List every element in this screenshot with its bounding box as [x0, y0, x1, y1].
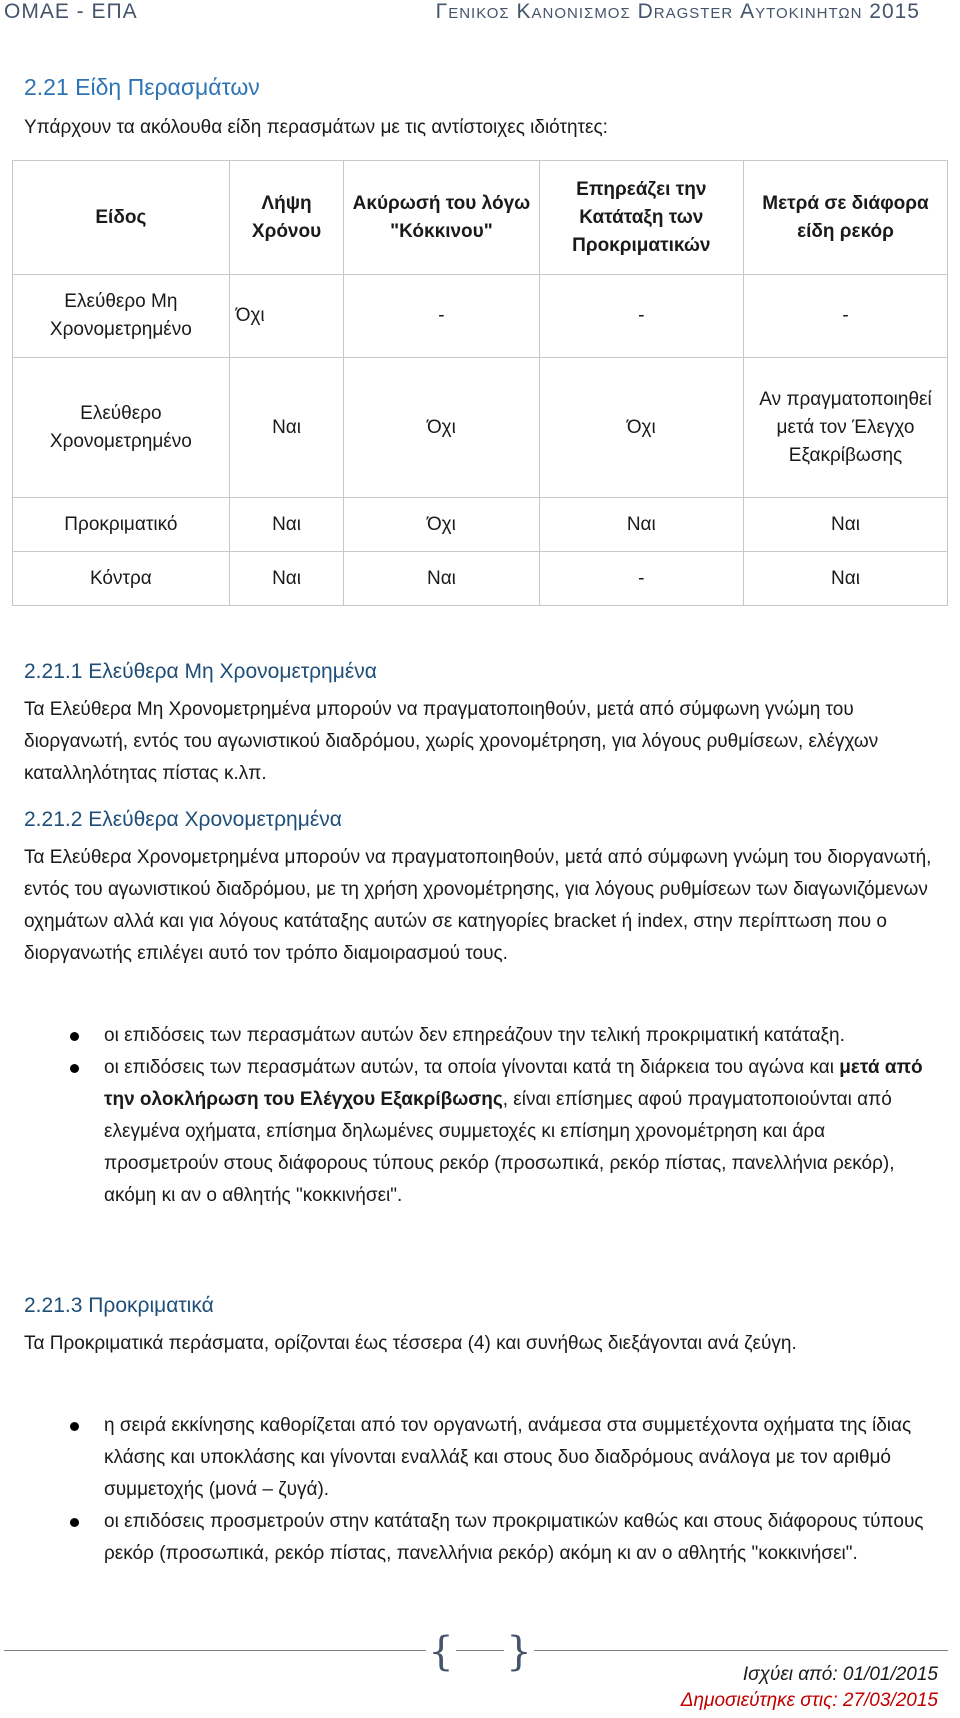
subsection-text-1: Τα Ελεύθερα Μη Χρονομετρημένα μπορούν να πραγματοποιηθούν, μετά από σύμφωνη γνώμη του διοργανωτή, εντός του αγωνιστικού διαδρόμου, χωρίς χρονομέτρηση, για λόγους ρυθμίσεων, ελέγχων καταλληλότητας πίστας κ.λπ. — [24, 699, 879, 784]
list-item — [70, 1506, 940, 1570]
table-cell: Προκριματικό — [13, 498, 230, 552]
list-item-text: η σειρά εκκίνησης καθορίζεται από τον οργανωτή, ανάμεσα στα συμμετέχοντα οχήματα της ίδιας κλάσης και υποκλάσης και γίνονται εναλλάξ και στους δυο διαδρόμους ανάλογα με τον αριθμό συμμετοχής (μονά – ζυγά). — [104, 1415, 912, 1500]
table-cell: Ναι — [744, 552, 948, 606]
table-cell: - — [539, 552, 743, 606]
subsection-title-3: 2.21.3 Προκριματικά — [24, 1294, 214, 1317]
table-header-cell: Λήψη Χρόνου — [229, 161, 344, 275]
right-brace-icon: } — [504, 1632, 534, 1676]
header-organization: ΟΜΑΕ - ΕΠΑ — [4, 0, 138, 23]
list-item-text: οι επιδόσεις των περασμάτων αυτών, τα οποία γίνονται κατά τη διάρκεια του αγώνα και — [104, 1057, 840, 1078]
table-cell: Ναι — [229, 498, 344, 552]
footer-published-date: Δημοσιεύτηκε στις: 27/03/2015 — [680, 1690, 938, 1711]
table-cell: Κόντρα — [13, 552, 230, 606]
table-row — [13, 552, 948, 606]
table-header-cell: Μετρά σε διάφορα είδη ρεκόρ — [744, 161, 948, 275]
table-header-row — [13, 161, 948, 275]
table-cell: Ελεύθερο Χρονομετρημένο — [13, 358, 230, 498]
bullet-list-2 — [70, 1020, 940, 1212]
subsection-title-2: 2.21.2 Ελεύθερα Χρονομετρημένα — [24, 808, 342, 831]
table-cell: Ναι — [539, 498, 743, 552]
table-cell: - — [539, 275, 743, 358]
table-cell: Ναι — [229, 552, 344, 606]
list-item — [70, 1052, 940, 1212]
pass-types-table — [12, 160, 948, 606]
table-header-cell: Επηρεάζει την Κατάταξη των Προκριματικών — [539, 161, 743, 275]
table-cell: Όχι — [229, 275, 344, 358]
subsection-text-3: Τα Προκριματικά περάσματα, ορίζονται έως τέσσερα (4) και συνήθως διεξάγονται ανά ζεύγη. — [24, 1333, 797, 1354]
bullet-list-3 — [70, 1410, 940, 1570]
footer-valid-date: Ισχύει από: 01/01/2015 — [742, 1664, 938, 1685]
section-intro: Υπάρχουν τα ακόλουθα είδη περασμάτων με τις αντίστοιχες ιδιότητες: — [24, 117, 608, 138]
footer-divider — [4, 1650, 948, 1651]
table-cell: Ναι — [344, 552, 539, 606]
list-item-bold-text: μετά από την ολοκλήρωση του Ελέγχου Εξακρίβωσης — [104, 1057, 923, 1110]
subsection-title-1: 2.21.1 Ελεύθερα Μη Χρονομετρημένα — [24, 660, 377, 683]
table-cell: Όχι — [344, 358, 539, 498]
table-cell: Ναι — [744, 498, 948, 552]
table-cell: - — [344, 275, 539, 358]
list-item — [70, 1410, 940, 1506]
left-brace-icon: { — [426, 1632, 456, 1676]
list-item-text: οι επιδόσεις προσμετρούν στην κατάταξη των προκριματικών καθώς και στους διάφορους τύπους ρεκόρ (προσωπικά, ρεκόρ πίστας, πανελλήνια ρεκόρ) ακόμη κι αν ο αθλητής "κοκκινήσει". — [104, 1511, 924, 1564]
table-cell: - — [744, 275, 948, 358]
table-cell: Αν πραγματοποιηθεί μετά τον Έλεγχο Εξακρίβωσης — [744, 358, 948, 498]
table-row — [13, 498, 948, 552]
table-header-cell: Ακύρωσή του λόγω "Κόκκινου" — [344, 161, 539, 275]
page-header — [0, 0, 960, 36]
table-cell: Ναι — [229, 358, 344, 498]
table-cell: Όχι — [539, 358, 743, 498]
list-item-text: οι επιδόσεις των περασμάτων αυτών δεν επηρεάζουν την τελική προκριματική κατάταξη. — [104, 1025, 845, 1046]
table-header-cell: Είδος — [13, 161, 230, 275]
table-row — [13, 358, 948, 498]
header-document-title: Γενικος Κανονισμος Dragster Αυτοκινητων 2015 — [435, 0, 920, 23]
table-cell: Ελεύθερο Μη Χρονομετρημένο — [13, 275, 230, 358]
table-row — [13, 275, 948, 358]
table-cell: Όχι — [344, 498, 539, 552]
subsection-text-2: Τα Ελεύθερα Χρονομετρημένα μπορούν να πραγματοποιηθούν, μετά από σύμφωνη γνώμη του διοργανωτή, εντός του αγωνιστικού διαδρόμου, με τη χρήση χρονομέτρησης, για λόγους ρυθμίσεων των διαγωνιζόμενων οχημάτων αλλά και για λόγους κατάταξης αυτών σε κατηγορίες bracket ή index, στην περίπτωση που ο διοργανωτής επιλέγει αυτό τον τρόπο διαμοιρασμού τους. — [24, 847, 932, 964]
list-item-text: , είναι επίσημες αφού πραγματοποιούνται από ελεγμένα οχήματα, επίσημα δηλωμένες συμμετοχές κι επίσημη χρονομέτρηση και άρα προσμετρούν στους διάφορους τύπους ρεκόρ (προσωπικά, ρεκόρ πίστας, πανελλήνια ρεκόρ), ακόμη κι αν ο αθλητής "κοκκινήσει". — [104, 1089, 895, 1206]
list-item — [70, 1020, 940, 1052]
section-title: 2.21 Είδη Περασμάτων — [24, 74, 260, 100]
